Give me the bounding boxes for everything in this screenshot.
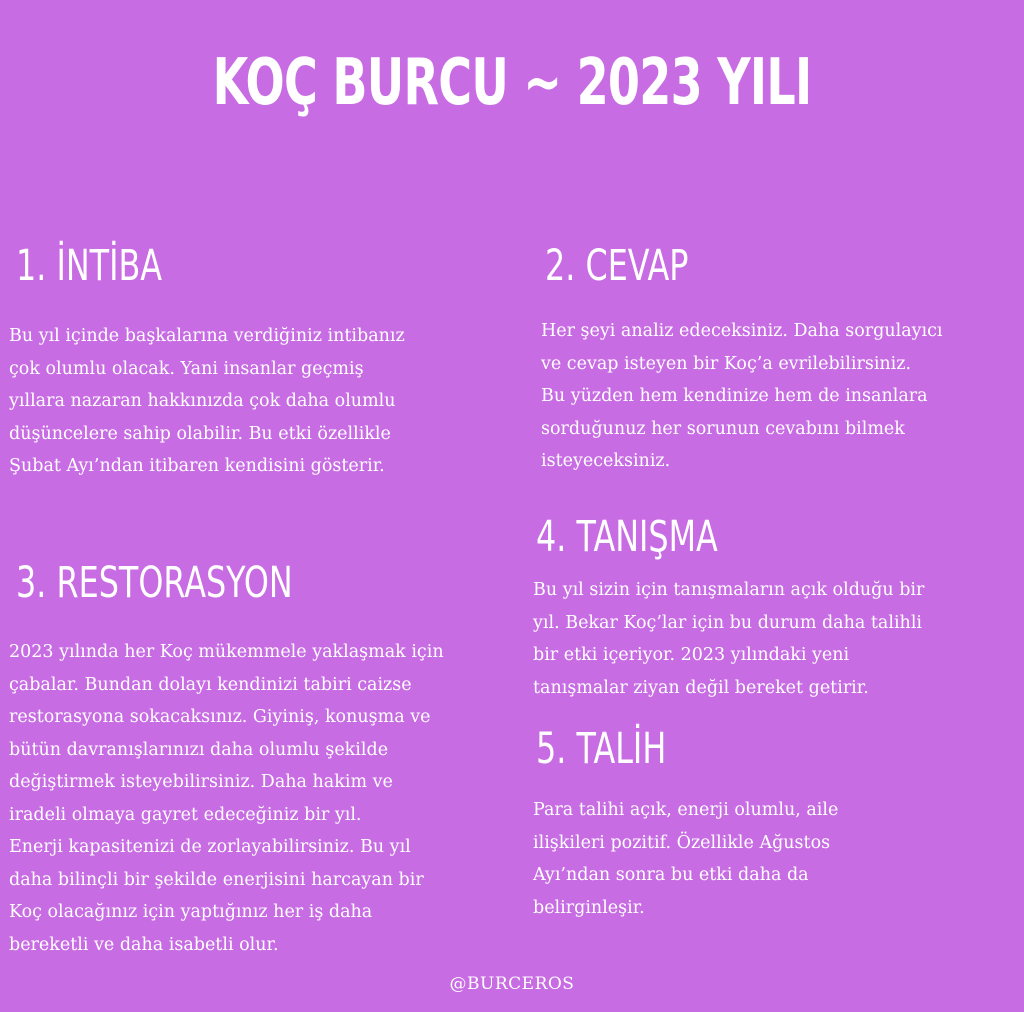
text-line: Koç olacağınız için yaptığınız her iş daha xyxy=(9,902,373,922)
text-line: düşüncelere sahip olabilir. Bu etki özellikle xyxy=(9,423,391,444)
section-text-intiba xyxy=(9,320,405,483)
text-line: çabalar. Bundan dolayı kendinizi tabiri caizse xyxy=(9,674,412,695)
text-line: sorduğunuz her sorunun cevabını bilmek xyxy=(541,418,905,439)
text-line: daha bilinçli bir şekilde enerjisini harcayan bir xyxy=(9,869,424,890)
text-line: belirginleşir. xyxy=(533,897,645,918)
text-line: Bu yıl sizin için tanışmaların açık olduğu bir xyxy=(533,580,925,600)
section-text-restorasyon xyxy=(9,636,444,961)
text-line: Ayı’ndan sonra bu etki daha da xyxy=(533,865,809,885)
text-line: 2023 yılında her Koç mükemmele yaklaşmak için xyxy=(9,642,444,662)
text-line: bir etki içeriyor. 2023 yılındaki yeni xyxy=(533,645,850,665)
section-text-talih xyxy=(533,794,838,924)
text-line: ve cevap isteyen bir Koç’a evrilebilirsiniz. xyxy=(541,353,912,374)
text-line: isteyeceksiniz. xyxy=(541,451,671,471)
text-line: Her şeyi analiz edeceksiniz. Daha sorgulayıcı xyxy=(541,321,943,341)
page-title: KOÇ BURCU ~ 2023 YILI xyxy=(212,46,812,120)
text-line: tanışmalar ziyan değil bereket getirir. xyxy=(533,677,869,698)
text-line: Şubat Ayı’ndan itibaren kendisini gösterir. xyxy=(9,456,385,476)
text-line: ilişkileri pozitif. Özellikle Ağustos xyxy=(533,832,831,853)
text-line: değiştirmek isteyebilirsiniz. Daha hakim ve xyxy=(9,772,393,792)
section-text-tanisma xyxy=(533,574,924,704)
text-line: yıl. Bekar Koç’lar için bu durum daha talihli xyxy=(533,612,923,633)
section-heading-talih: 5. TALİH xyxy=(536,724,667,774)
text-line: Bu yüzden hem kendinize hem de insanlara xyxy=(541,386,928,406)
section-heading-restorasyon: 3. RESTORASYON xyxy=(16,558,293,608)
section-heading-tanisma: 4. TANIŞMA xyxy=(536,512,718,562)
text-line: restorasyona sokacaksınız. Giyiniş, konuşma ve xyxy=(9,707,431,727)
section-text-cevap xyxy=(541,315,943,478)
section-heading-intiba: 1. İNTİBA xyxy=(16,241,163,291)
text-line: iradeli olmaya gayret edeceğiniz bir yıl. xyxy=(9,804,362,825)
text-line: Para talihi açık, enerji olumlu, aile xyxy=(533,800,839,820)
footer-handle: @BURCEROS xyxy=(449,974,575,994)
section-heading-cevap: 2. CEVAP xyxy=(545,241,689,291)
text-line: bereketli ve daha isabetli olur. xyxy=(9,934,279,955)
text-line: yıllara nazaran hakkınızda çok daha olumlu xyxy=(9,391,396,411)
text-line: Bu yıl içinde başkalarına verdiğiniz intibanız xyxy=(9,326,405,346)
text-line: Enerji kapasitenizi de zorlayabilirsiniz. Bu yıl xyxy=(9,837,411,857)
text-line: bütün davranışlarınızı daha olumlu şekilde xyxy=(9,739,389,760)
text-line: çok olumlu olacak. Yani insanlar geçmiş xyxy=(9,358,364,379)
